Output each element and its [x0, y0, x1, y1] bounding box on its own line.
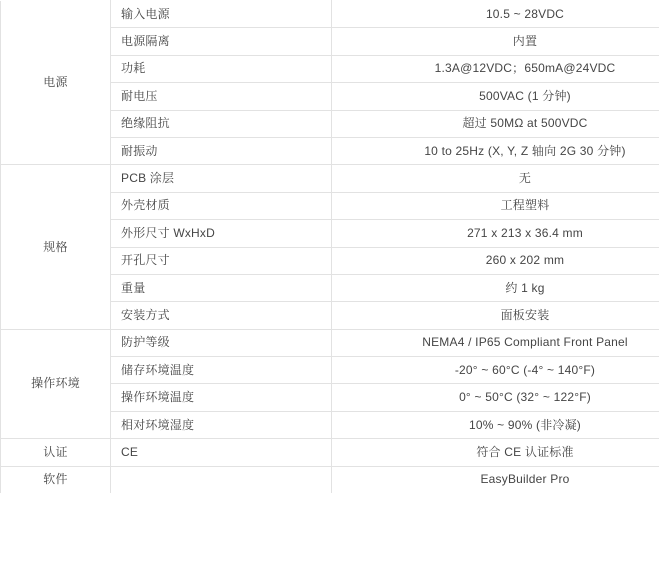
table-row	[1, 329, 659, 356]
value-label: 10 to 25Hz (X, Y, Z 轴向 2G 30 分钟)	[424, 143, 626, 158]
item-label: 电源隔离	[121, 34, 170, 49]
value-cell	[332, 83, 659, 110]
value-cell	[332, 384, 659, 411]
table-row	[1, 165, 659, 192]
item-cell	[111, 220, 332, 247]
item-label: 外形尺寸 WxHxD	[121, 225, 215, 240]
item-cell	[111, 384, 332, 411]
value-cell	[332, 274, 659, 301]
item-cell	[111, 439, 332, 466]
table-row	[1, 466, 659, 493]
category-label: 操作环境	[31, 376, 80, 391]
item-label: 绝缘阻抗	[121, 116, 170, 131]
item-cell	[111, 247, 332, 274]
item-cell	[111, 110, 332, 137]
item-cell	[111, 192, 332, 219]
item-cell	[111, 28, 332, 55]
category-label: 规格	[43, 239, 68, 254]
item-cell	[111, 302, 332, 329]
category-cell	[1, 439, 111, 466]
item-label: 相对环境湿度	[121, 417, 195, 432]
value-label: 271 x 213 x 36.4 mm	[467, 225, 583, 240]
item-cell	[111, 466, 332, 493]
item-label: 防护等级	[121, 335, 170, 350]
category-cell	[1, 165, 111, 329]
item-cell	[111, 411, 332, 438]
category-cell	[1, 466, 111, 493]
value-cell	[332, 192, 659, 219]
value-label: NEMA4 / IP65 Compliant Front Panel	[422, 335, 628, 350]
item-cell	[111, 274, 332, 301]
category-cell	[1, 329, 111, 439]
value-label: 500VAC (1 分钟)	[479, 88, 571, 103]
item-label: 耐振动	[121, 143, 158, 158]
item-label: 操作环境温度	[121, 390, 195, 405]
value-cell	[332, 466, 659, 493]
value-cell	[332, 110, 659, 137]
value-cell	[332, 137, 659, 164]
value-label: -20° ~ 60°C (-4° ~ 140°F)	[454, 362, 596, 377]
item-cell	[111, 329, 332, 356]
item-label: 外壳材质	[121, 198, 170, 213]
item-label: 重量	[121, 280, 146, 295]
value-cell	[332, 28, 659, 55]
item-cell	[111, 1, 332, 28]
value-cell	[332, 1, 659, 28]
item-cell	[111, 83, 332, 110]
item-label: 输入电源	[121, 6, 170, 21]
item-cell	[111, 137, 332, 164]
category-cell	[1, 1, 111, 165]
value-cell	[332, 329, 659, 356]
value-cell	[332, 357, 659, 384]
item-label: 功耗	[121, 61, 146, 76]
category-label: 电源	[43, 75, 68, 90]
value-label: EasyBuilder Pro	[480, 472, 570, 487]
value-label: 1.3A@12VDC；650mA@24VDC	[434, 61, 616, 76]
value-cell	[332, 165, 659, 192]
item-cell	[111, 357, 332, 384]
item-cell	[111, 55, 332, 82]
value-label: 260 x 202 mm	[485, 253, 565, 268]
value-cell	[332, 411, 659, 438]
item-label: 开孔尺寸	[121, 253, 170, 268]
item-label: PCB 涂层	[121, 171, 175, 186]
value-label: 0° ~ 50°C (32° ~ 122°F)	[459, 390, 591, 405]
value-label: 约 1 kg	[505, 280, 545, 295]
item-label: 储存环境温度	[121, 362, 195, 377]
table-row	[1, 439, 659, 466]
value-label: 符合 CE 认证标准	[476, 444, 574, 459]
value-label: 无	[518, 171, 532, 186]
value-cell	[332, 220, 659, 247]
value-cell	[332, 247, 659, 274]
value-cell	[332, 302, 659, 329]
category-label: 认证	[43, 444, 68, 459]
value-cell	[332, 439, 659, 466]
value-label: 工程塑料	[500, 198, 550, 213]
category-label: 软件	[43, 472, 68, 487]
value-label: 面板安装	[500, 307, 550, 322]
item-label: CE	[121, 444, 139, 459]
item-label: 安装方式	[121, 307, 170, 322]
value-cell	[332, 55, 659, 82]
value-label: 内置	[512, 34, 538, 49]
specifications-table-body	[1, 1, 659, 494]
value-label: 超过 50MΩ at 500VDC	[462, 116, 588, 131]
item-cell	[111, 165, 332, 192]
value-label: 10% ~ 90% (非冷凝)	[468, 417, 582, 432]
table-row	[1, 1, 659, 28]
value-label: 10.5 ~ 28VDC	[485, 6, 565, 21]
item-label: 耐电压	[121, 88, 158, 103]
